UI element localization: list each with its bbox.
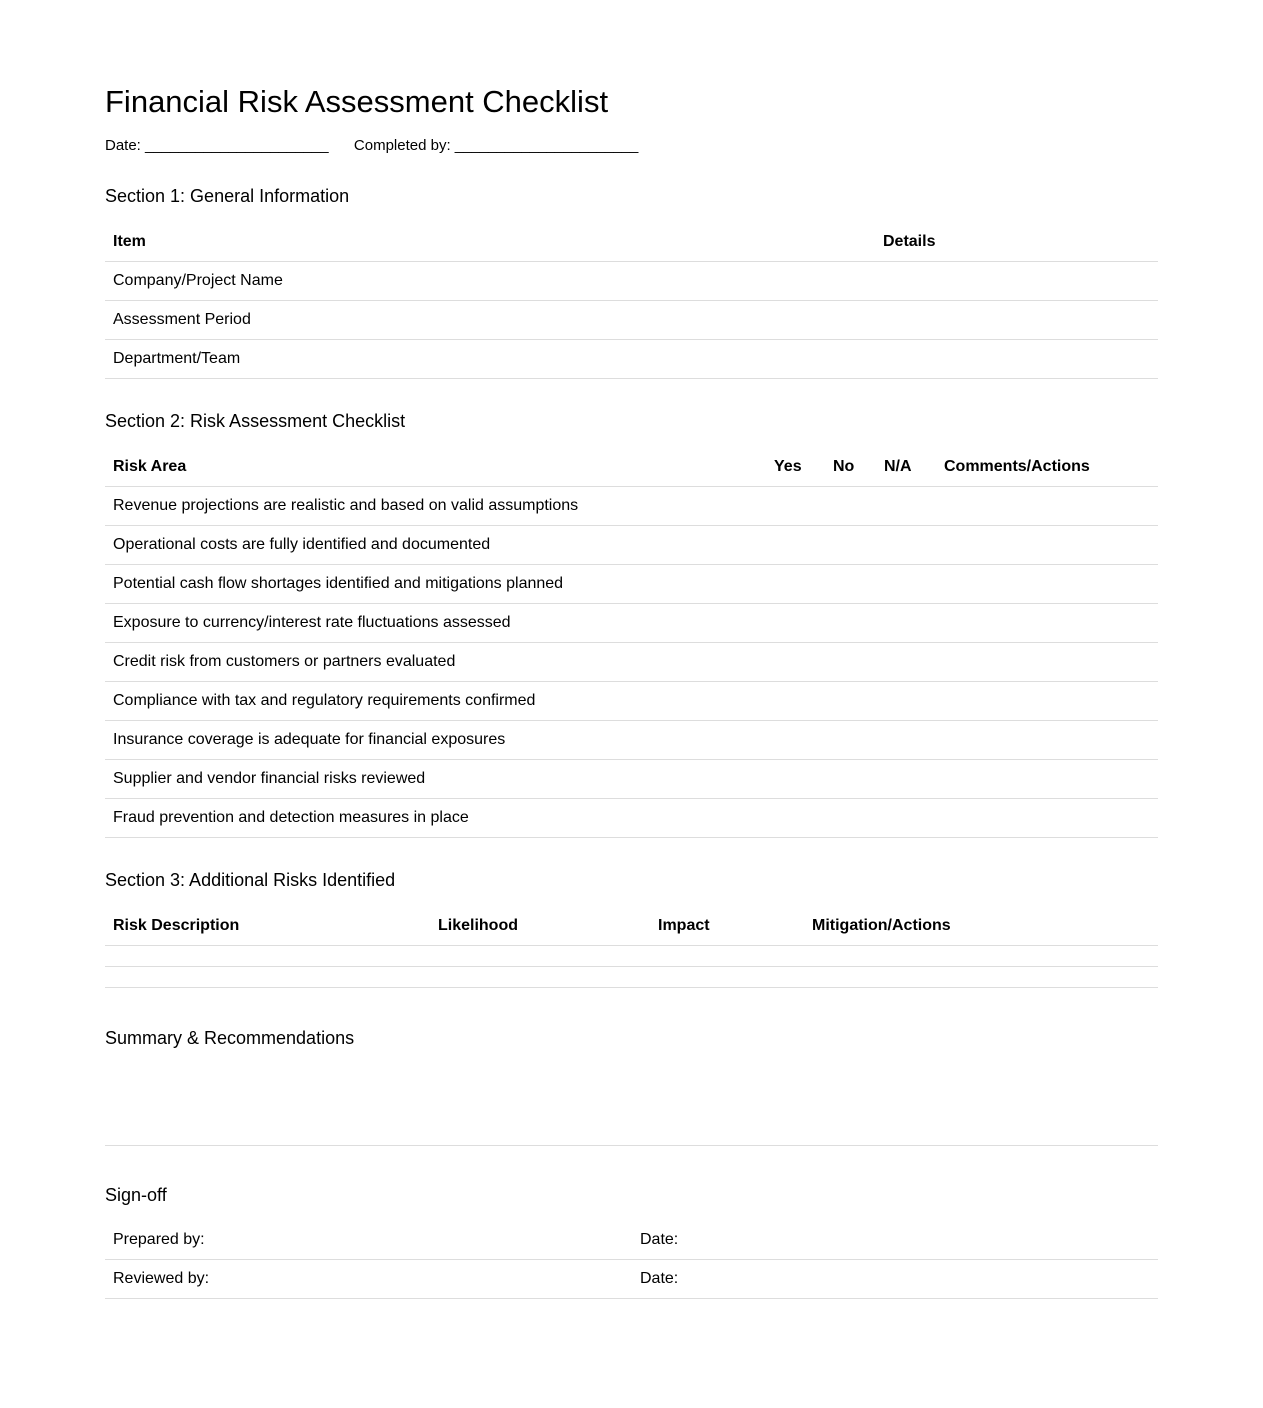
risk-area-cell: Compliance with tax and regulatory requirements confirmed <box>105 682 766 721</box>
document-meta <box>105 137 638 154</box>
no-cell[interactable] <box>825 760 876 799</box>
completed-by-label: Completed by: <box>353 137 451 154</box>
risk-area-cell: Supplier and vendor financial risks reviewed <box>105 760 766 799</box>
details-cell[interactable] <box>875 301 1158 340</box>
no-cell[interactable] <box>825 526 876 565</box>
yes-cell[interactable] <box>766 526 825 565</box>
yes-cell[interactable] <box>766 721 825 760</box>
risk-area-cell: Operational costs are fully identified and documented <box>105 526 766 565</box>
date-field[interactable]: ______________________ <box>145 137 329 154</box>
risk-area-cell: Potential cash flow shortages identified and mitigations planned <box>105 565 766 604</box>
table-row <box>105 526 1158 565</box>
table-row <box>105 262 1158 301</box>
yes-cell[interactable] <box>766 604 825 643</box>
item-cell: Assessment Period <box>105 301 875 340</box>
column-header-risk-area: Risk Area <box>105 448 766 487</box>
mitigation-cell[interactable] <box>804 967 1158 988</box>
table-row <box>105 946 1158 967</box>
comments-cell[interactable] <box>936 799 1158 838</box>
na-cell[interactable] <box>876 643 936 682</box>
comments-cell[interactable] <box>936 760 1158 799</box>
column-header-yes: Yes <box>766 448 825 487</box>
na-cell[interactable] <box>876 526 936 565</box>
table-row <box>105 721 1158 760</box>
prepared-date-field[interactable]: Date: <box>632 1221 1158 1260</box>
column-header-impact: Impact <box>650 907 804 946</box>
risk-checklist-table <box>105 448 1158 838</box>
likelihood-cell[interactable] <box>430 967 650 988</box>
na-cell[interactable] <box>876 799 936 838</box>
no-cell[interactable] <box>825 643 876 682</box>
column-header-risk-description: Risk Description <box>105 907 430 946</box>
risk-area-cell: Revenue projections are realistic and based on valid assumptions <box>105 487 766 526</box>
details-cell[interactable] <box>875 340 1158 379</box>
no-cell[interactable] <box>825 682 876 721</box>
item-cell: Company/Project Name <box>105 262 875 301</box>
impact-cell[interactable] <box>650 967 804 988</box>
item-cell: Department/Team <box>105 340 875 379</box>
na-cell[interactable] <box>876 604 936 643</box>
comments-cell[interactable] <box>936 604 1158 643</box>
yes-cell[interactable] <box>766 487 825 526</box>
risk-area-cell: Insurance coverage is adequate for financial exposures <box>105 721 766 760</box>
risk-description-cell[interactable] <box>105 946 430 967</box>
comments-cell[interactable] <box>936 565 1158 604</box>
table-header-row <box>105 907 1158 946</box>
yes-cell[interactable] <box>766 565 825 604</box>
prepared-by-field[interactable]: Prepared by: <box>105 1221 632 1260</box>
yes-cell[interactable] <box>766 643 825 682</box>
table-row <box>105 967 1158 988</box>
na-cell[interactable] <box>876 721 936 760</box>
table-row <box>105 643 1158 682</box>
details-cell[interactable] <box>875 262 1158 301</box>
table-header-row <box>105 448 1158 487</box>
reviewed-by-field[interactable]: Reviewed by: <box>105 1260 632 1299</box>
table-row <box>105 340 1158 379</box>
risk-area-cell: Fraud prevention and detection measures in place <box>105 799 766 838</box>
no-cell[interactable] <box>825 487 876 526</box>
section3-title: Section 3: Additional Risks Identified <box>105 870 396 890</box>
impact-cell[interactable] <box>650 946 804 967</box>
na-cell[interactable] <box>876 682 936 721</box>
table-row <box>105 604 1158 643</box>
column-header-likelihood: Likelihood <box>430 907 650 946</box>
table-row <box>105 760 1158 799</box>
risk-area-cell: Exposure to currency/interest rate fluctuations assessed <box>105 604 766 643</box>
likelihood-cell[interactable] <box>430 946 650 967</box>
risk-area-cell: Credit risk from customers or partners evaluated <box>105 643 766 682</box>
no-cell[interactable] <box>825 799 876 838</box>
signoff-title: Sign-off <box>105 1185 167 1205</box>
column-header-mitigation: Mitigation/Actions <box>804 907 1158 946</box>
column-header-details: Details <box>875 223 1158 262</box>
comments-cell[interactable] <box>936 643 1158 682</box>
yes-cell[interactable] <box>766 799 825 838</box>
table-row <box>105 682 1158 721</box>
table-row <box>105 301 1158 340</box>
yes-cell[interactable] <box>766 760 825 799</box>
date-label: Date: <box>105 137 141 154</box>
risk-description-cell[interactable] <box>105 967 430 988</box>
column-header-item: Item <box>105 223 875 262</box>
table-row <box>105 487 1158 526</box>
table-row <box>105 1260 1158 1299</box>
summary-text-area[interactable] <box>105 1061 1158 1146</box>
additional-risks-table <box>105 907 1158 988</box>
na-cell[interactable] <box>876 487 936 526</box>
general-info-table <box>105 223 1158 379</box>
comments-cell[interactable] <box>936 487 1158 526</box>
yes-cell[interactable] <box>766 682 825 721</box>
table-row <box>105 565 1158 604</box>
column-header-no: No <box>825 448 876 487</box>
completed-by-field[interactable]: ______________________ <box>454 137 639 154</box>
table-row <box>105 1221 1158 1260</box>
comments-cell[interactable] <box>936 721 1158 760</box>
signoff-table <box>105 1221 1158 1299</box>
column-header-comments: Comments/Actions <box>936 448 1158 487</box>
no-cell[interactable] <box>825 604 876 643</box>
na-cell[interactable] <box>876 760 936 799</box>
no-cell[interactable] <box>825 565 876 604</box>
column-header-na: N/A <box>876 448 936 487</box>
section2-title: Section 2: Risk Assessment Checklist <box>105 411 406 431</box>
reviewed-date-field[interactable]: Date: <box>632 1260 1158 1299</box>
table-header-row <box>105 223 1158 262</box>
table-row <box>105 799 1158 838</box>
page-title: Financial Risk Assessment Checklist <box>105 84 609 119</box>
summary-title: Summary & Recommendations <box>105 1028 355 1048</box>
no-cell[interactable] <box>825 721 876 760</box>
comments-cell[interactable] <box>936 682 1158 721</box>
section1-title: Section 1: General Information <box>105 186 350 206</box>
mitigation-cell[interactable] <box>804 946 1158 967</box>
comments-cell[interactable] <box>936 526 1158 565</box>
na-cell[interactable] <box>876 565 936 604</box>
